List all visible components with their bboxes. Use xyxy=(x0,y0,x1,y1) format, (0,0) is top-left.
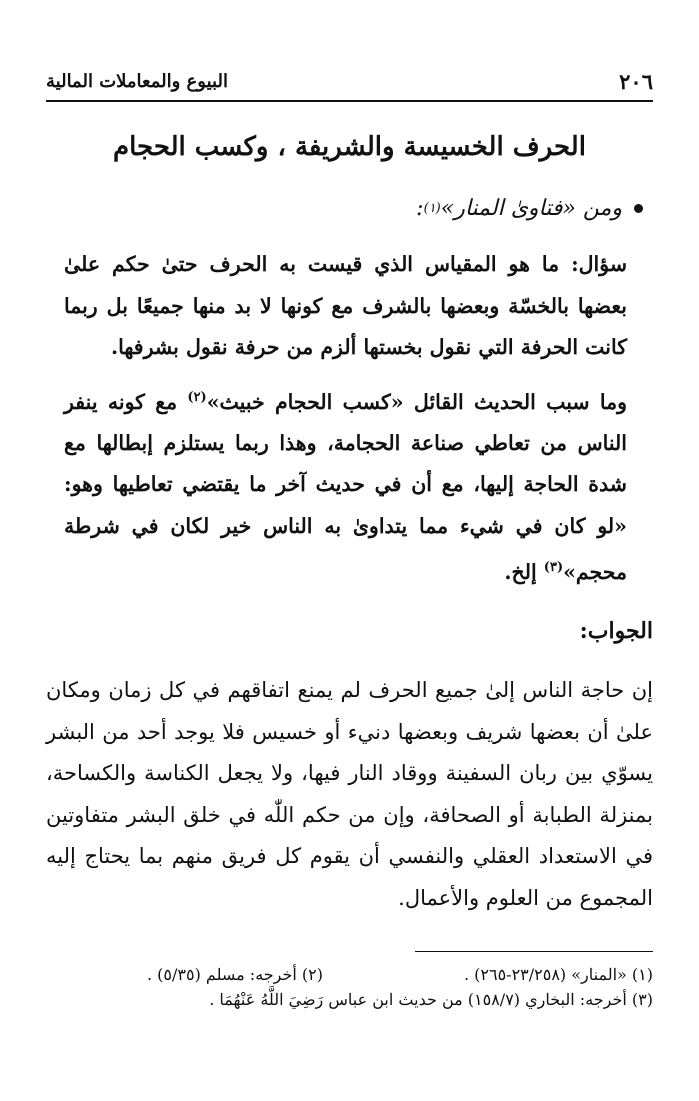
question-p2-part-b: مع كونه ينفر الناس من تعاطي صناعة الحجامة، وهذا ربما يستلزم إبطالها مع شدة الحاجة إليها، مع أن في حديث آخر ما يقتضي تعاطيها وهو: «لو كان في شيء مما يتداوىٰ به الناس خير لكان في شرطة محجم» xyxy=(64,389,627,585)
source-colon: : xyxy=(416,196,424,221)
question-paragraph-2 xyxy=(64,377,627,594)
answer-paragraph: إن حاجة الناس إلىٰ جميع الحرف لم يمنع اتفاقهم في كل زمان ومكان علىٰ أن بعضها شريف وبعضها دنيء أو خسيس فلا يوجد أحد من البشر يسوّي بين ربان السفينة ووقاد النار فيها، ولا يجعل الكناسة والكساحة، بمنزلة الطبابة أو الصحافة، وإن من حكم اللّٰه في خلق البشر متفاوتين في الاستعداد العقلي والنفسي أن يقوم كل فريق منهم بما يحتاج إليه المجموع من العلوم والأعمال. xyxy=(46,678,653,910)
bullet-icon xyxy=(634,204,643,213)
page-number: ٢٠٦ xyxy=(619,68,653,94)
footnote-ref-2: (٢) xyxy=(187,389,207,405)
answer-heading: الجواب: xyxy=(579,618,653,644)
question-paragraph-1: سؤال: ما هو المقياس الذي قيست به الحرف حتىٰ حكم علىٰ بعضها بالخسّة وبعضها بالشرف مع كونها لا بد منها جميعًا بل ربما كانت الحرفة التي نقول بخستها ألزم من حرفة نقول بشرفها. xyxy=(64,252,627,359)
answer-body xyxy=(46,670,653,919)
running-head xyxy=(46,66,653,96)
footnote-rule xyxy=(415,951,653,952)
footnote-2: (٢) أخرجه: مسلم (٥/٣٥) . xyxy=(147,965,323,984)
header-rule xyxy=(46,100,653,102)
question-p2-part-a: وما سبب الحديث القائل «كسب الحجام خبيث» xyxy=(206,389,627,414)
question-p2-part-c: إلخ. xyxy=(504,560,544,585)
source-text: ومن «فتاوىٰ المنار» xyxy=(440,196,622,221)
book-title: البيوع والمعاملات المالية xyxy=(46,70,228,92)
footnote-1: (١) «المنار» (٢٣/٢٥٨-٢٦٥) . xyxy=(463,965,653,984)
footnotes xyxy=(46,962,653,1012)
question-block xyxy=(64,244,627,602)
source-line xyxy=(416,196,643,221)
footnote-3: (٣) أخرجه: البخاري (١٥٨/٧) من حديث ابن عباس رَضِيَ اللَّهُ عَنْهُمَا . xyxy=(209,990,653,1009)
footnote-row xyxy=(46,962,653,987)
footnote-ref-3: (٣) xyxy=(543,560,564,576)
footnote-ref-1: (١) xyxy=(423,201,441,216)
section-title: الحرف الخسيسة والشريفة ، وكسب الحجام xyxy=(113,132,586,162)
